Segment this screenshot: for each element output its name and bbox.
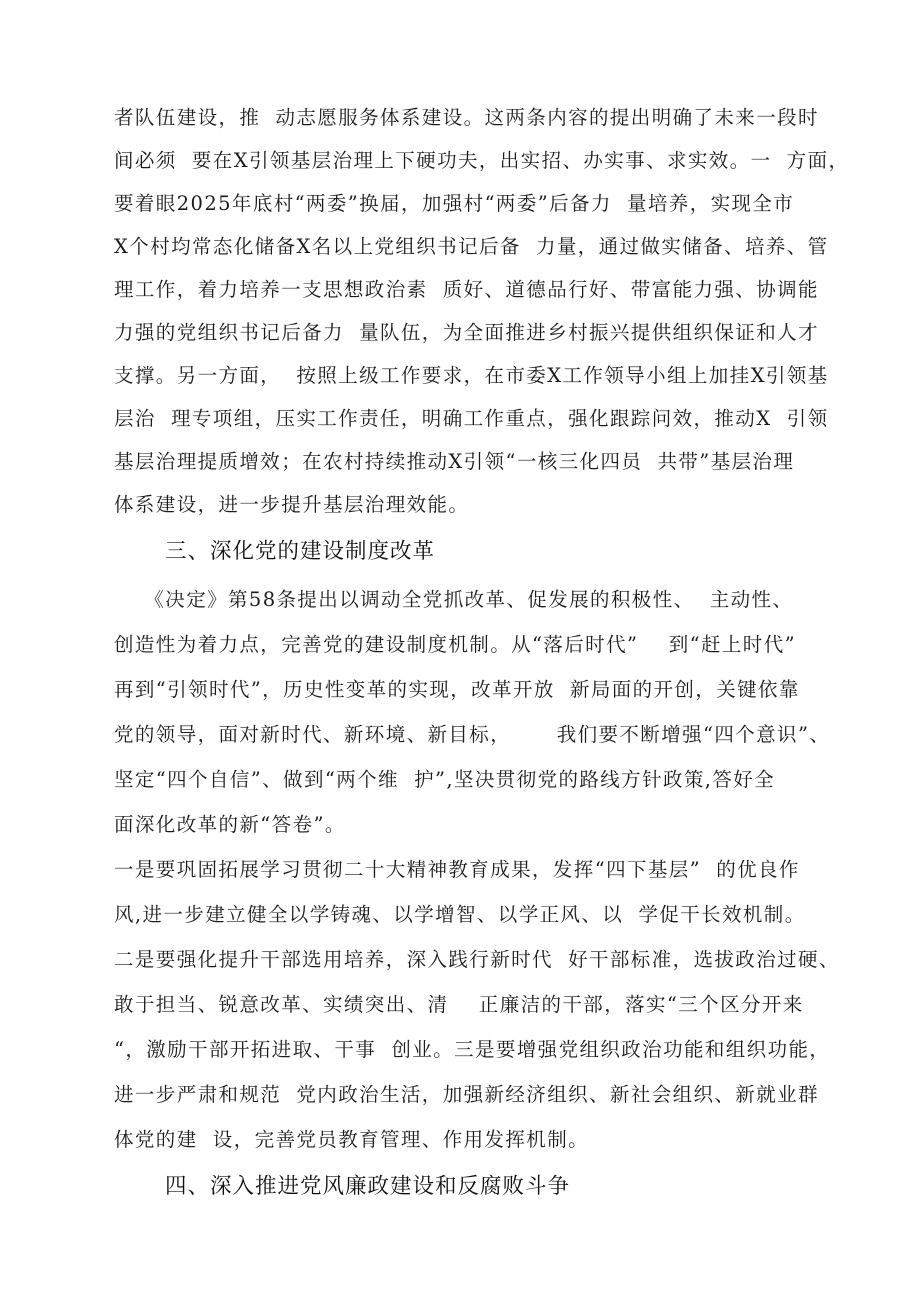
body-text-line: 支撑。另一方面， 按照上级工作要求，在市委X工作领导小组上加挂X引领基 — [114, 364, 829, 387]
list-text-line: 敢于担当、锐意改革、实绩突出、清 正廉洁的干部，落实“三个区分开来 — [114, 993, 804, 1016]
body-text-line: 《决定》第58条提出以调动全党抓改革、促发展的积极性、 主动性、 — [114, 588, 794, 611]
section-heading: 四、深入推进党风廉政建设和反腐败斗争 — [165, 1174, 571, 1199]
body-text-line: 坚定“四个自信”、做到“两个维 护”,坚决贯彻党的路线方针政策,答好全 — [114, 768, 776, 791]
body-text-line: 力强的党组织书记后备力 量队伍，为全面推进乡村振兴提供组织保证和人才 — [114, 321, 819, 344]
body-text-line: 要着眼2025年底村“两委”换届，加强村“两委”后备力 量培养，实现全市 — [114, 192, 795, 215]
list-text-line: 风,进一步建立健全以学铸魂、以学增智、以学正风、以 学促干长效机制。 — [114, 903, 806, 926]
list-text-line: “，激励干部开拓进取、干事 创业。三是要增强党组织政治功能和组织功能， — [114, 1038, 831, 1061]
body-text-line: 层治 理专项组，压实工作责任，明确工作重点，强化跟踪问效，推动X 引领 — [114, 407, 829, 430]
list-text-line: 进一步严肃和规范 党内政治生活，加强新经济组织、新社会组织、新就业群 — [114, 1083, 819, 1106]
body-text-line: 再到“引领时代”，历史性变革的实现，改革开放 新局面的开创，关键依靠 — [114, 678, 800, 701]
body-text-line: 者队伍建设，推 动志愿服务体系建设。这两条内容的提出明确了未来一段时 — [114, 106, 819, 129]
section-heading: 三、深化党的建设制度改革 — [165, 539, 436, 564]
body-text-line: X个村均常态化储备X名以上党组织书记后备 力量，通过做实储备、培养、管 — [114, 235, 829, 258]
body-text-line: 面深化改革的新“答卷”。 — [114, 813, 346, 836]
list-text-line: 一是要巩固拓展学习贯彻二十大精神教育成果，发挥“四下基层” 的优良作 — [114, 858, 800, 881]
body-text-line: 体系建设，进一步提升基层治理效能。 — [114, 493, 470, 516]
body-text-line: 间必须 要在X引领基层治理上下硬功夫，出实招、办实事、求实效。一 方面， — [114, 149, 850, 172]
body-text-line: 创造性为着力点，完善党的建设制度机制。从“落后时代” 到“赶上时代” — [114, 633, 796, 656]
body-text-line: 理工作，着力培养一支思想政治素 质好、道德品行好、带富能力强、协调能 — [114, 278, 819, 301]
body-text-line: 基层治理提质增效；在农村持续推动X引领“一核三化四员 共带”基层治理 — [114, 450, 795, 473]
list-text-line: 体党的建 设，完善党员教育管理、作用发挥机制。 — [114, 1128, 589, 1151]
body-text-line: 党的领导，面对新时代、新环境、新目标， 我们要不断增强“四个意识”、 — [114, 723, 831, 746]
list-text-line: 二是要强化提升干部选用培养，深入践行新时代 好干部标准，选拔政治过硬、 — [114, 948, 840, 971]
